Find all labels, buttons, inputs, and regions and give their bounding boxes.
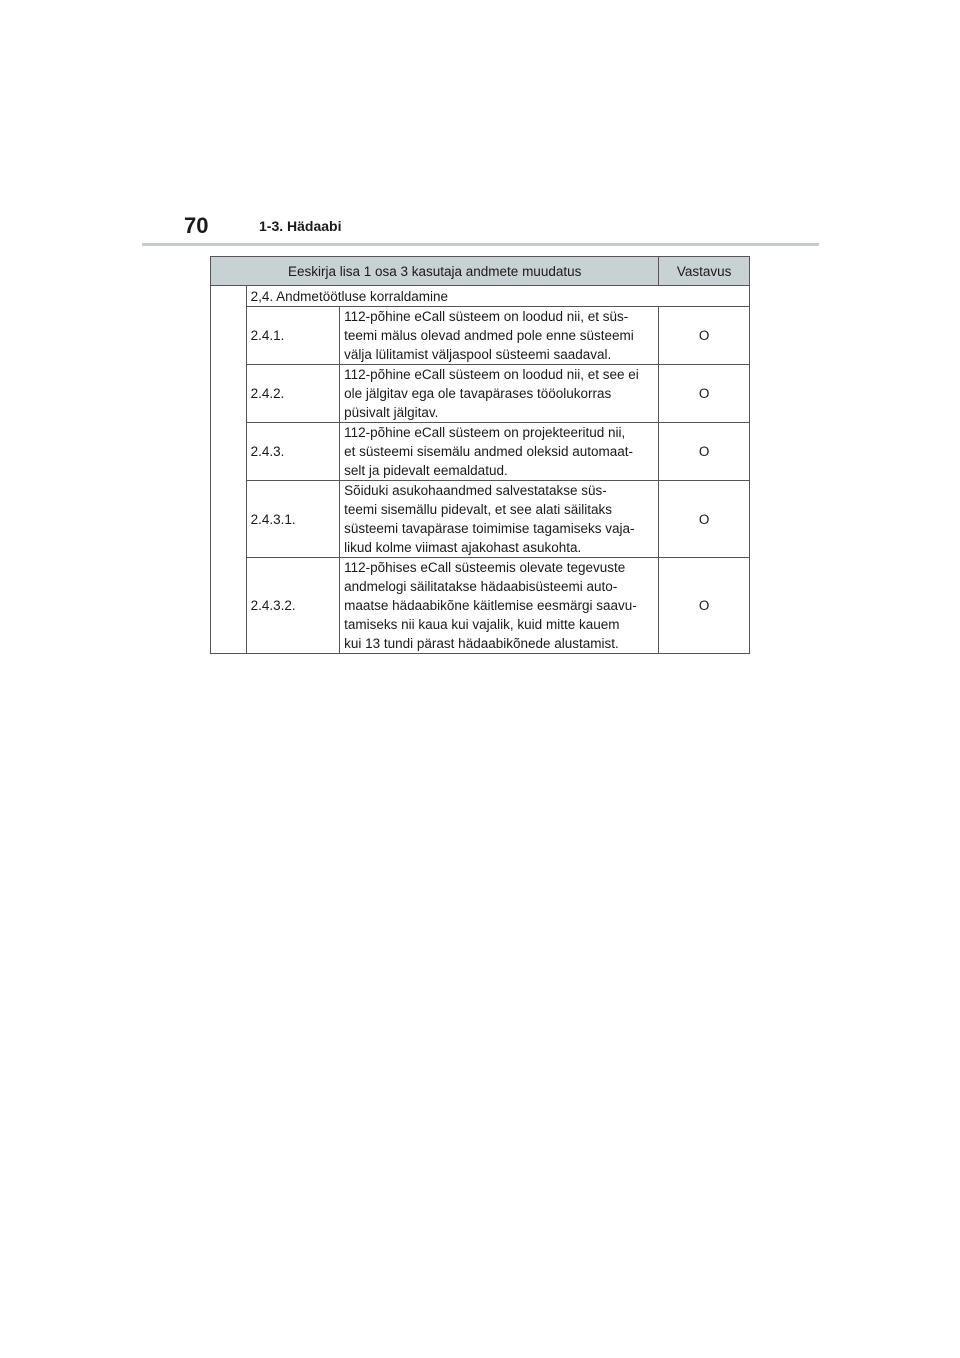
row-id: 2.4.3. (246, 423, 339, 481)
row-description (340, 307, 659, 365)
description-line: 112-põhises eCall süsteemis olevate tegevuste (344, 560, 626, 575)
description-line: 112-põhine eCall süsteem on projekteeritud nii, (344, 425, 626, 440)
description-line: Sõiduki asukohaandmed salvestatakse süs- (344, 483, 607, 498)
description-line: süsteemi tavapärase toimimise tagamiseks vaja- (344, 521, 635, 536)
description-line: teemi sisemällu pidevalt, et see alati säilitaks (344, 502, 612, 517)
description-line: et süsteemi sisemälu andmed oleksid automaat- (344, 444, 634, 459)
header-divider (142, 243, 819, 246)
table-row (211, 307, 750, 365)
row-id: 2.4.1. (246, 307, 339, 365)
indent-cell (211, 286, 247, 654)
row-compliance: O (659, 365, 750, 423)
column-header-compliance: Vastavus (659, 257, 750, 286)
description-line: kui 13 tundi pärast hädaabikõnede alustamist. (344, 636, 619, 651)
table-row (211, 481, 750, 558)
description-line: 112-põhine eCall süsteem on loodud nii, et süs- (344, 309, 629, 324)
row-compliance: O (659, 307, 750, 365)
row-compliance: O (659, 481, 750, 558)
table-row (211, 558, 750, 654)
compliance-table (210, 256, 750, 654)
row-description (340, 558, 659, 654)
row-id: 2.4.3.2. (246, 558, 339, 654)
section-row (211, 286, 750, 307)
table-row (211, 365, 750, 423)
row-description (340, 365, 659, 423)
description-line: ole jälgitav ega ole tavapärases tööolukorras (344, 386, 612, 401)
table-row (211, 423, 750, 481)
page-number: 70 (184, 213, 209, 238)
description-line: püsivalt jälgitav. (344, 405, 439, 420)
row-compliance: O (659, 423, 750, 481)
row-description (340, 423, 659, 481)
row-description (340, 481, 659, 558)
description-line: selt ja pidevalt eemaldatud. (344, 463, 508, 478)
row-id: 2.4.3.1. (246, 481, 339, 558)
table-header-row (211, 257, 750, 286)
description-line: teemi mälus olevad andmed pole enne süsteemi (344, 328, 634, 343)
description-line: andmelogi säilitatakse hädaabisüsteemi auto- (344, 579, 618, 594)
section-label: 2,4. Andmetöötluse korraldamine (246, 286, 749, 307)
description-line: tamiseks nii kaua kui vajalik, kuid mitte kauem (344, 617, 620, 632)
description-line: maatse hädaabikõne käitlemise eesmärgi saavu- (344, 598, 637, 613)
description-line: 112-põhine eCall süsteem on loodud nii, et see ei (344, 367, 639, 382)
column-header-requirement: Eeskirja lisa 1 osa 3 kasutaja andmete muudatus (211, 257, 659, 286)
row-compliance: O (659, 558, 750, 654)
row-id: 2.4.2. (246, 365, 339, 423)
description-line: likud kolme viimast ajakohast asukohta. (344, 540, 582, 555)
section-title: 1-3. Hädaabi (259, 218, 342, 234)
description-line: välja lülitamist väljaspool süsteemi saadaval. (344, 347, 612, 362)
